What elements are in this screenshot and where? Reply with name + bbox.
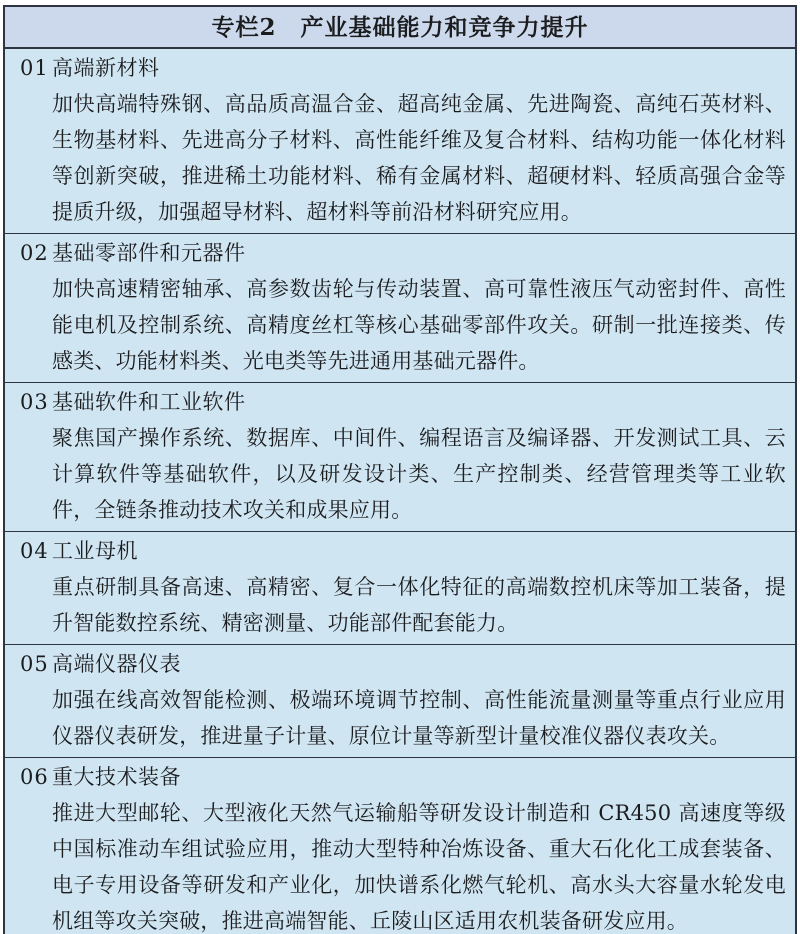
section-heading (5, 758, 795, 795)
section-body-text: 加快高速精密轴承、高参数齿轮与传动装置、高可靠性液压气动密封件、高性能电机及控制系统、高精度丝杠等核心基础零部件攻关。研制一批连接类、传感类、功能材料类、光电类等先进通用基础元器件。 (52, 277, 786, 373)
section-number: 03 (20, 390, 49, 414)
section-number: 06 (20, 765, 49, 789)
section-number: 05 (20, 652, 49, 676)
section-body-text: 加强在线高效智能检测、极端环境调节控制、高性能流量测量等重点行业应用仪器仪表研发，推进量子计量、原位计量等新型计量校准仪器仪表攻关。 (52, 688, 786, 748)
section-title: 工业母机 (52, 539, 138, 563)
section-number: 02 (20, 241, 49, 265)
panel-body (5, 49, 795, 934)
section-heading (5, 234, 795, 271)
section-body-text: 推进大型邮轮、大型液化天然气运输船等研发设计制造和 CR450 高速度等级中国标准动车组试验应用，推动大型特种冶炼设备、重大石化化工成套装备、电子专用设备等研发和产业化，加快谱系化燃气轮机、高水头大容量水轮发电机组等攻关突破，推进高端智能、丘陵山区适用农机装备研发应用。 (52, 801, 786, 933)
section-title: 重大技术装备 (52, 765, 181, 789)
section-title: 高端仪器仪表 (52, 652, 181, 676)
section-row (5, 49, 795, 233)
section-row (5, 644, 795, 757)
section-heading (5, 532, 795, 569)
section-body-text: 聚焦国产操作系统、数据库、中间件、编程语言及编译器、开发测试工具、云计算软件等基础软件，以及研发设计类、生产控制类、经营管理类等工业软件，全链条推动技术攻关和成果应用。 (52, 426, 786, 522)
section-number: 04 (20, 539, 49, 563)
section-title: 高端新材料 (52, 56, 160, 80)
section-heading (5, 383, 795, 420)
panel-title: 专栏2 产业基础能力和竞争力提升 (5, 7, 795, 49)
section-heading (5, 49, 795, 86)
section-row (5, 531, 795, 644)
special-column-panel (3, 5, 797, 934)
section-title: 基础零部件和元器件 (52, 241, 246, 265)
section-number: 01 (20, 56, 49, 80)
section-body-text: 加快高端特殊钢、高品质高温合金、超高纯金属、先进陶瓷、高纯石英材料、生物基材料、先进高分子材料、高性能纤维及复合材料、结构功能一体化材料等创新突破，推进稀土功能材料、稀有金属材料、超硬材料、轻质高强合金等提质升级，加强超导材料、超材料等前沿材料研究应用。 (52, 92, 786, 224)
section-heading (5, 645, 795, 682)
section-body-text: 重点研制具备高速、高精密、复合一体化特征的高端数控机床等加工装备，提升智能数控系统、精密测量、功能部件配套能力。 (52, 575, 786, 635)
section-title: 基础软件和工业软件 (52, 390, 246, 414)
section-row (5, 233, 795, 382)
section-row (5, 382, 795, 531)
section-row (5, 757, 795, 934)
